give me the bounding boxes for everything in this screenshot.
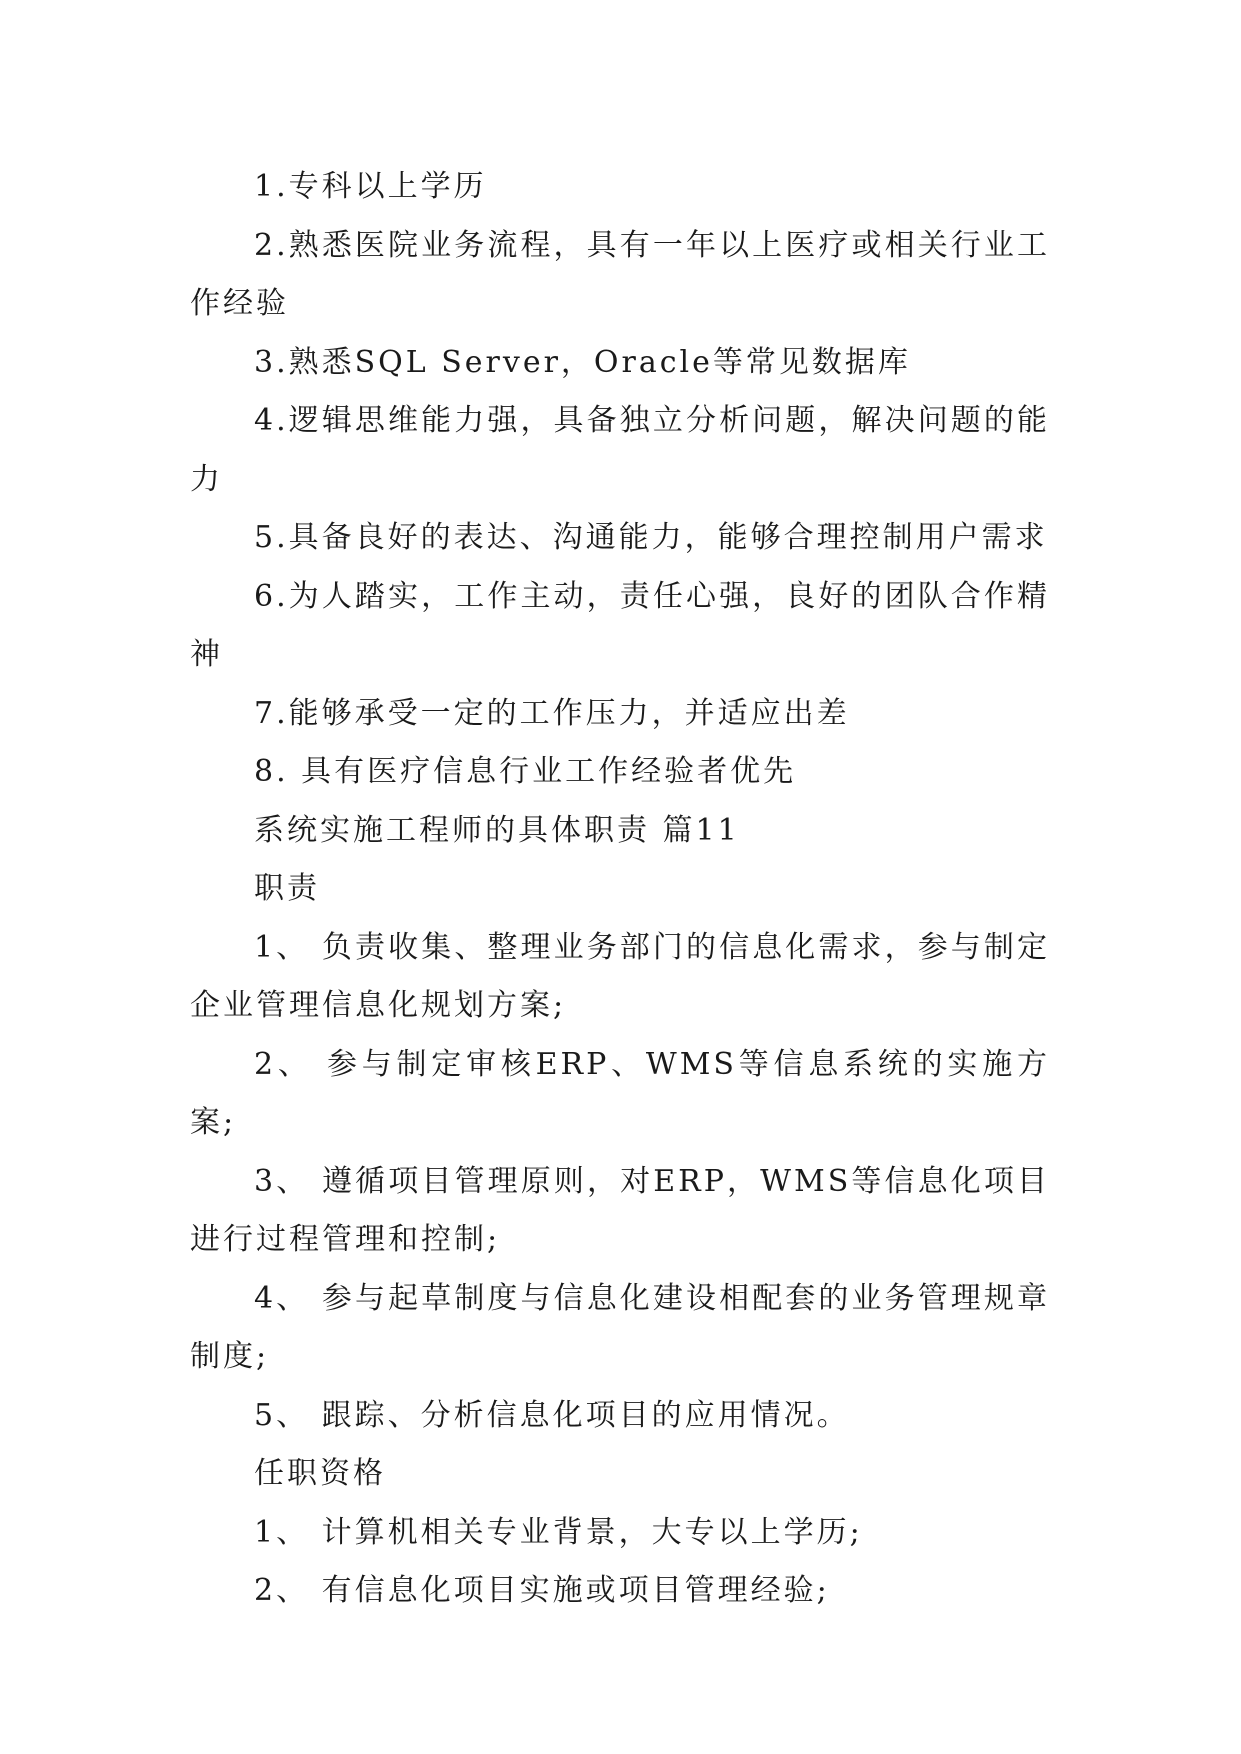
duties-heading: 职责 [254, 871, 320, 906]
duty-item-5: 5、 跟踪、分析信息化项目的应用情况。 [254, 1397, 850, 1433]
qualifications-heading: 任职资格 [254, 1456, 386, 1491]
duty-item-2: 2、 参与制定审核ERP、WMS等信息系统的实施方案; [190, 1046, 1050, 1140]
requirement-item-7: 7.能够承受一定的工作压力，并适应出差 [254, 695, 850, 731]
requirement-item-4: 4.逻辑思维能力强，具备独立分析问题，解决问题的能力 [190, 403, 1050, 497]
requirement-item-6: 6.为人踏实，工作主动，责任心强，良好的团队合作精神 [190, 578, 1050, 672]
duty-item-3: 3、 遵循项目管理原则，对ERP，WMS等信息化项目进行过程管理和控制; [190, 1163, 1050, 1257]
requirement-item-5: 5.具备良好的表达、沟通能力，能够合理控制用户需求 [254, 520, 1048, 555]
qualification-item-1: 1、 计算机相关专业背景，大专以上学历; [254, 1514, 863, 1550]
requirement-item-8: 8. 具有医疗信息行业工作经验者优先 [254, 754, 797, 789]
duty-item-4: 4、 参与起草制度与信息化建设相配套的业务管理规章制度; [190, 1280, 1050, 1374]
requirement-item-1: 1.专科以上学历 [254, 169, 487, 204]
section-heading: 系统实施工程师的具体职责 篇11 [254, 812, 740, 848]
requirement-item-2: 2.熟悉医院业务流程，具有一年以上医疗或相关行业工作经验 [190, 227, 1050, 321]
document-body [190, 158, 1050, 1621]
qualification-item-2: 2、 有信息化项目实施或项目管理经验; [254, 1573, 830, 1608]
requirement-item-3: 3.熟悉SQL Server，Oracle等常见数据库 [254, 344, 911, 380]
duty-item-1: 1、 负责收集、整理业务部门的信息化需求，参与制定企业管理信息化规划方案; [190, 929, 1050, 1023]
